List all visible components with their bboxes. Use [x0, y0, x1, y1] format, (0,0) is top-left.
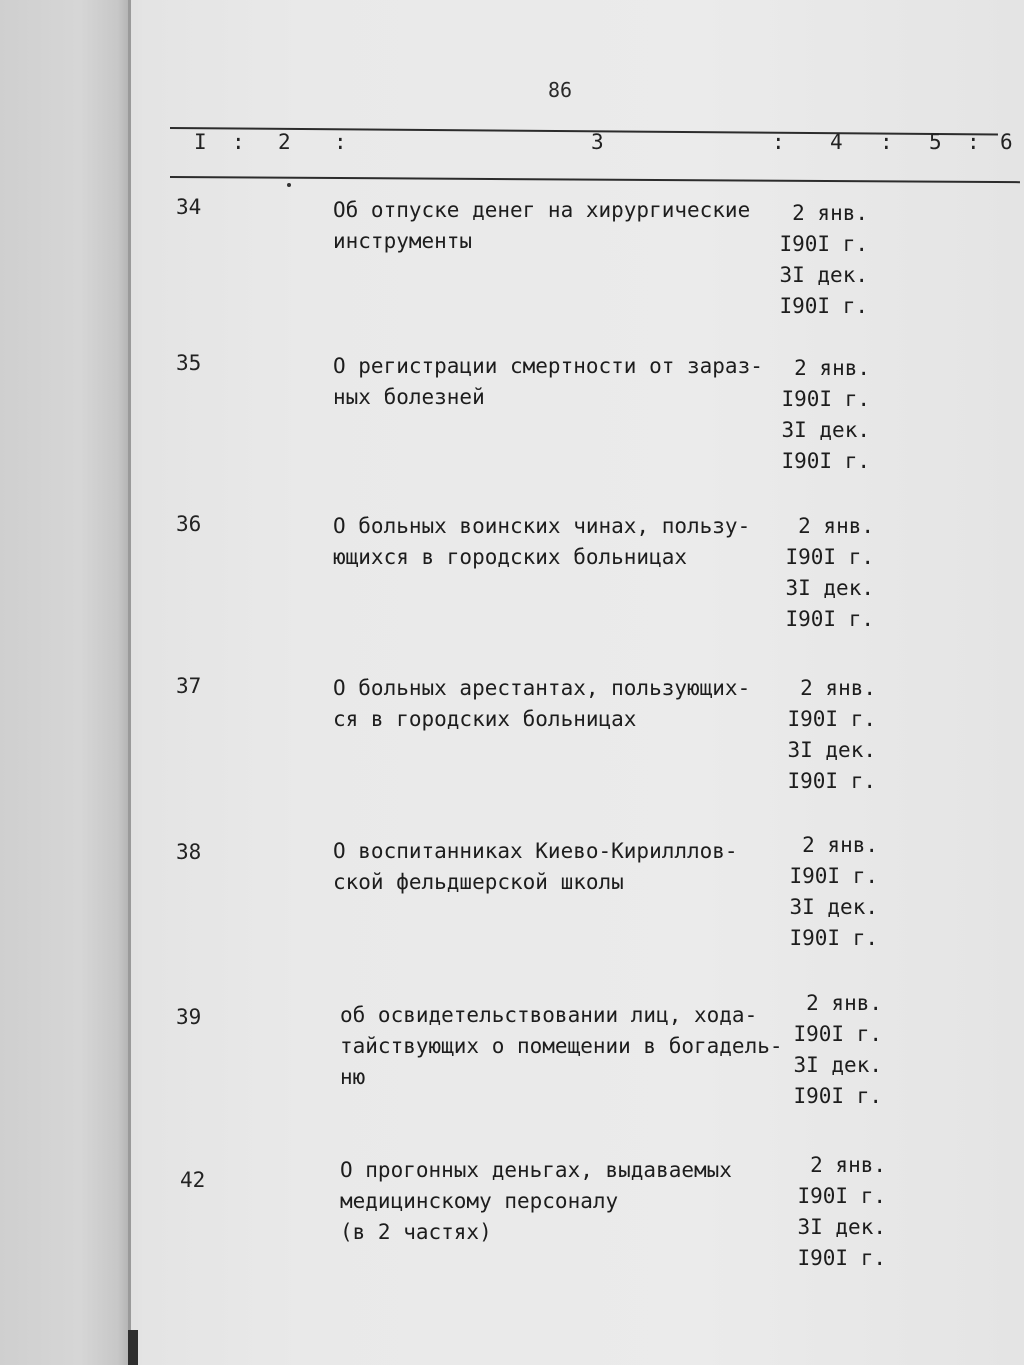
column-header-2: 2	[278, 130, 291, 154]
entry-number: 35	[176, 351, 202, 375]
entry-description: О воспитанниках Киево-Кирилллов- ской фельдшерской школы	[333, 839, 738, 894]
entry-number: 34	[176, 195, 202, 219]
page-edge	[128, 0, 131, 1365]
column-header-1: I	[194, 130, 207, 154]
column-header-3: 3	[591, 130, 604, 154]
page-corner-shadow	[128, 1330, 138, 1365]
entry-description: об освидетельствовании лиц, хода- тайствующих о помещении в богадель- ню	[340, 1003, 783, 1089]
entry-description: Об отпуске денег на хирургические инструменты	[333, 198, 751, 253]
header-bottom-rule	[170, 176, 1020, 183]
entry-dates: 2 янв. I90I г. 3I дек. I90I г.	[779, 201, 868, 318]
column-header-4: 4	[830, 130, 843, 154]
column-header-6: 6	[1000, 130, 1013, 154]
entry-number: 37	[176, 674, 202, 698]
column-separator: :	[880, 130, 893, 154]
column-separator: :	[772, 130, 785, 154]
entry-dates: 2 янв. I90I г. 3I дек. I90I г.	[785, 514, 874, 631]
column-separator: :	[232, 130, 245, 154]
entry-description: О регистрации смертности от зараз- ных болезней	[333, 354, 763, 409]
entry-dates: 2 янв. I90I г. 3I дек. I90I г.	[787, 676, 876, 793]
binding-shadow	[0, 0, 128, 1365]
entry-number: 42	[180, 1168, 206, 1192]
column-separator: :	[334, 130, 347, 154]
entry-number: 38	[176, 840, 202, 864]
entry-description: О больных воинских чинах, пользу- ющихся в городских больницах	[333, 514, 751, 569]
ink-speck	[287, 183, 291, 187]
entry-number: 36	[176, 512, 202, 536]
page-number: 86	[548, 78, 573, 102]
column-header-5: 5	[929, 130, 942, 154]
column-separator: :	[967, 130, 980, 154]
entry-dates: 2 янв. I90I г. 3I дек. I90I г.	[797, 1153, 886, 1270]
header-top-rule	[170, 127, 998, 136]
entry-description: О больных арестантах, пользующих- ся в городских больницах	[333, 676, 751, 731]
entry-dates: 2 янв. I90I г. 3I дек. I90I г.	[789, 833, 878, 950]
entry-description: О прогонных деньгах, выдаваемых медицинскому персоналу (в 2 частях)	[340, 1158, 732, 1244]
entry-number: 39	[176, 1005, 202, 1029]
entry-dates: 2 янв. I90I г. 3I дек. I90I г.	[793, 991, 882, 1108]
entry-dates: 2 янв. I90I г. 3I дек. I90I г.	[781, 356, 870, 473]
